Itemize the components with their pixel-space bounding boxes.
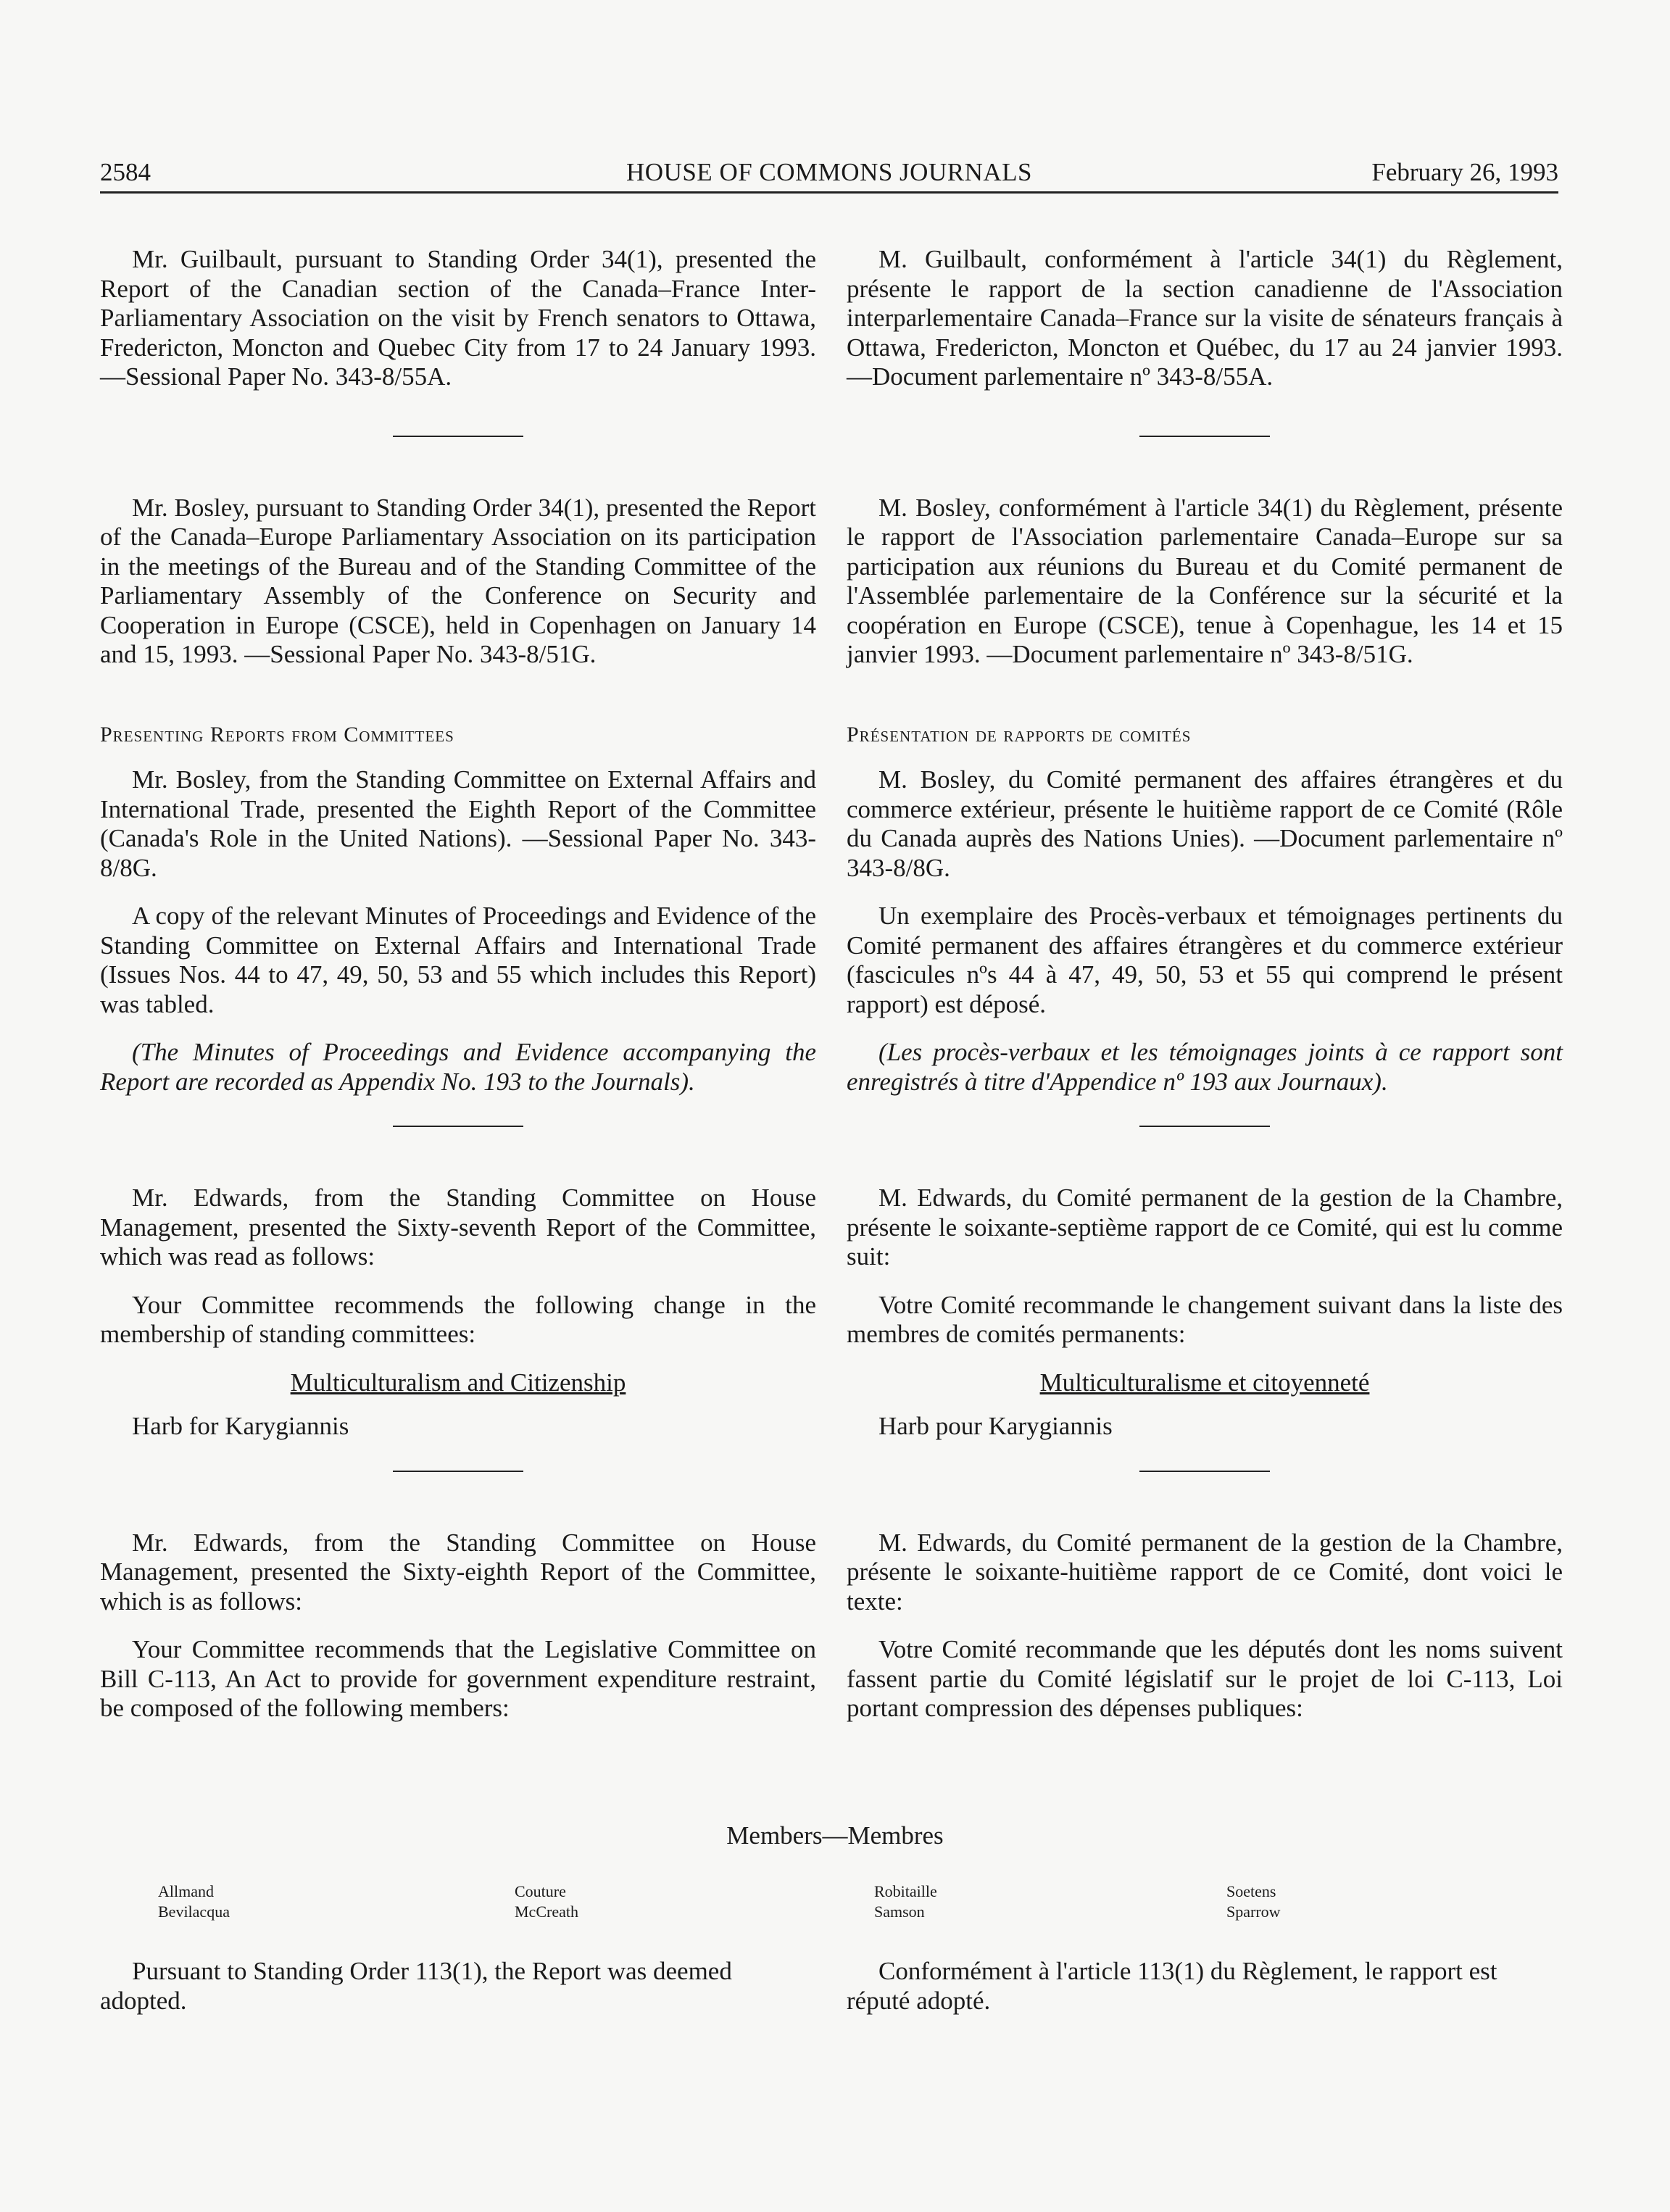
member-name: Allmand: [158, 1882, 214, 1900]
separator-rule: [1139, 1126, 1270, 1127]
membership-change: Harb pour Karygiannis: [878, 1412, 1113, 1440]
closing-english: [100, 1957, 816, 2016]
members-list-3: [874, 1882, 937, 1922]
journal-title: HOUSE OF COMMONS JOURNALS: [626, 158, 1032, 186]
paragraph-minutes-note: (Les procès-verbaux et les témoignages joints à ce rapport sont enregistrés à titre d'Appendice nº 193 aux Journaux).: [847, 1038, 1563, 1096]
committee-name: Multiculturalisme et citoyenneté: [1039, 1368, 1370, 1397]
paragraph-minutes-note: (The Minutes of Proceedings and Evidence accompanying the Report are recorded as Appendix No. 193 to the Journals).: [100, 1038, 816, 1096]
page-number: 2584: [100, 158, 151, 186]
member-name: Couture: [515, 1882, 566, 1900]
members-list-2: [515, 1882, 578, 1922]
paragraph-recommend-67: Votre Comité recommande le changement suivant dans la liste des membres de comités permanents:: [847, 1290, 1563, 1348]
separator-rule: [1139, 436, 1270, 437]
french-column: [847, 245, 1563, 1742]
paragraph-recommend-67: Your Committee recommends the following change in the membership of standing committees:: [100, 1290, 816, 1348]
member-name: Robitaille: [874, 1882, 937, 1900]
members-title: Members—Membres: [726, 1821, 944, 1850]
closing-french: [847, 1957, 1563, 2016]
membership-change: Harb for Karygiannis: [132, 1412, 349, 1440]
paragraph-bosley-eighth: Mr. Bosley, from the Standing Committee on External Affairs and International Trade, presented the Eighth Report of the Committee (Canada's Role in the United Nations). —Sessional Paper No. 343-8/8G.: [100, 765, 816, 882]
members-list-1: [158, 1882, 230, 1922]
section-heading: Présentation de rapports de comités: [847, 722, 1192, 747]
paragraph-bosley-eighth: M. Bosley, du Comité permanent des affaires étrangères et du commerce extérieur, présente le huitième rapport de ce Comité (Rôle du Canada auprès des Nations Unies). —Document parlementaire nº 343-8/8G.: [847, 765, 1563, 882]
paragraph-edwards-67: Mr. Edwards, from the Standing Committee on House Management, presented the Sixty-seventh Report of the Committee, which was read as follows:: [100, 1184, 816, 1271]
member-name: McCreath: [515, 1903, 578, 1921]
member-name: Samson: [874, 1903, 925, 1921]
paragraph-guilbault: Mr. Guilbault, pursuant to Standing Order 34(1), presented the Report of the Canadian section of the Canada–France Inter-Parliamentary Association on the visit by French senators to Ottawa, Fredericton, Moncton and Quebec City from 17 to 24 January 1993. —Sessional Paper No. 343-8/55A.: [100, 245, 816, 391]
member-name: Sparrow: [1226, 1903, 1281, 1921]
paragraph-recommend-68: Your Committee recommends that the Legislative Committee on Bill C-113, An Act to provide for government expenditure restraint, be composed of the following members:: [100, 1635, 816, 1722]
paragraph-edwards-68: M. Edwards, du Comité permanent de la gestion de la Chambre, présente le soixante-huitième rapport de ce Comité, dont voici le texte:: [847, 1528, 1563, 1616]
paragraph-bosley-csce: M. Bosley, conformément à l'article 34(1) du Règlement, présente le rapport de l'Association parlementaire Canada–Europe sur sa participation aux réunions du Bureau et du Comité permanent de l'Assemblée parlementaire de la Conférence sur la sécurité et la coopération en Europe (CSCE), tenue à Copenhague, les 14 et 15 janvier 1993. —Document parlementaire nº 343-8/51G.: [847, 493, 1563, 668]
page-date: February 26, 1993: [1371, 158, 1558, 186]
paragraph-edwards-67: M. Edwards, du Comité permanent de la gestion de la Chambre, présente le soixante-septième rapport de ce Comité, qui est lu comme suit:: [847, 1184, 1563, 1271]
page-header: [100, 151, 1558, 194]
members-list-4: [1226, 1882, 1281, 1922]
separator-rule: [1139, 1471, 1270, 1472]
committee-name: Multiculturalism and Citizenship: [290, 1368, 626, 1397]
separator-rule: [393, 436, 523, 437]
english-column: [100, 245, 816, 1742]
paragraph-edwards-68: Mr. Edwards, from the Standing Committee on House Management, presented the Sixty-eighth Report of the Committee, which is as follows:: [100, 1528, 816, 1616]
member-name: Bevilacqua: [158, 1903, 230, 1921]
paragraph-deemed-adopted: Conformément à l'article 113(1) du Règlement, le rapport est réputé adopté.: [847, 1957, 1497, 2015]
paragraph-copy-tabled: Un exemplaire des Procès-verbaux et témoignages pertinents du Comité permanent des affaires étrangères et du commerce extérieur (fascicules nºs 44 à 47, 49, 50, 53 et 55 qui comprend le présent rapport) est déposé.: [847, 902, 1563, 1018]
paragraph-recommend-68: Votre Comité recommande que les députés dont les noms suivent fassent partie du Comité législatif sur le projet de loi C-113, Loi portant compression des dépenses publiques:: [847, 1635, 1563, 1722]
paragraph-copy-tabled: A copy of the relevant Minutes of Proceedings and Evidence of the Standing Committee on External Affairs and International Trade (Issues Nos. 44 to 47, 49, 50, 53 and 55 which includes this Report) was tabled.: [100, 902, 816, 1018]
separator-rule: [393, 1471, 523, 1472]
section-heading: Presenting Reports from Committees: [100, 722, 454, 747]
paragraph-bosley-csce: Mr. Bosley, pursuant to Standing Order 34(1), presented the Report of the Canada–Europe Parliamentary Association on its participation in the meetings of the Bureau and of the Standing Committee of the Parliamentary Assembly of the Conference on Security and Cooperation in Europe (CSCE), held in Copenhagen on January 14 and 15, 1993. —Sessional Paper No. 343-8/51G.: [100, 493, 816, 668]
paragraph-deemed-adopted: Pursuant to Standing Order 113(1), the Report was deemed adopted.: [100, 1957, 732, 2015]
paragraph-guilbault: M. Guilbault, conformément à l'article 34(1) du Règlement, présente le rapport de la section canadienne de l'Association interparlementaire Canada–France sur la visite de sénateurs français à Ottawa, Fredericton, Moncton et Québec, du 17 au 24 janvier 1993. —Document parlementaire nº 343-8/55A.: [847, 245, 1563, 391]
member-name: Soetens: [1226, 1882, 1276, 1900]
separator-rule: [393, 1126, 523, 1127]
